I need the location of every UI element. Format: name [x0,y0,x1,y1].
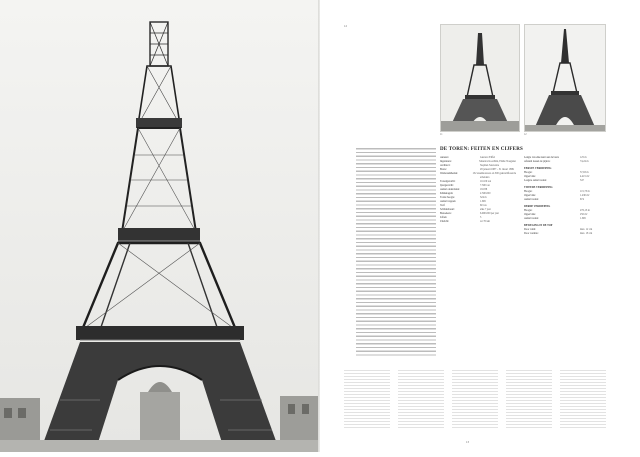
spec-label: Hoogte: [524,209,533,212]
spec-label: Klinknagels: [440,192,454,195]
spec-value: 1.665 [580,217,586,220]
spec-value: 18.038 [480,188,488,191]
spec-label: Architect: [440,164,451,167]
spec-value: 347 [580,179,584,182]
spec-value: 132 steenhouwers en 300 gekwalificeerde [472,172,516,175]
spec-group-label: Lengte van elke kant aan de basis [524,156,559,159]
spec-value: 250 m² [580,213,588,216]
spec-value: tot 70 km [480,220,490,223]
spec-row [524,217,604,221]
spec-label: Bouw: [440,168,447,171]
spec-label: Aantal trappen: [440,200,457,203]
spec-value: elke 7 jaar [480,208,491,211]
spec-row [524,198,604,202]
spec-value: 60 ton [480,204,487,207]
spec-value: 74,24 m [580,160,589,163]
spec-value: 276,13 m [580,209,590,212]
spec-label: Werkzaamheden: [440,172,458,175]
spec-row [524,232,604,236]
spec-value: 324 m [480,196,487,199]
spec-label: Oppervlak: [524,175,536,178]
spec-group-heading: EERSTE VERDIEPING [524,167,552,170]
thumbnail-tower-1 [440,24,520,132]
spec-table-left [440,156,516,224]
spec-label: Oppervlak: [524,194,536,197]
spec-value: 7.300 ton [480,184,490,187]
spec-value: 1.430 m² [580,194,590,197]
spec-value: Gustave Eiffel [480,156,496,159]
footnote-column-2 [398,368,444,430]
eiffel-tower-photo [0,0,320,452]
spec-group-heading: DERDE VERDIEPING [524,205,551,208]
section-heading: DE TOREN: FEITEN EN CIJFERS [440,147,524,152]
spec-value: max. 18 cm [580,232,593,235]
spec-value: 115,73 m [580,190,590,193]
spec-row [440,220,516,224]
spec-label: Auteurs: [440,156,449,159]
spec-value: 10.100 ton [480,180,492,183]
left-page-photo [0,0,320,452]
spec-label: Door wind: [524,228,536,231]
spec-value: 28 januari 1887 – 31 maart 1889 [480,168,514,171]
spec-label: Liften: [440,216,448,219]
spec-value: 125 m [580,156,587,159]
spec-value: 57,63 m [580,171,589,174]
spec-value: 1.665 [480,200,486,203]
spec-label: Door warmte: [524,232,539,235]
footnote-column-1 [344,368,390,430]
spec-label: Uitzicht: [440,220,450,223]
footnote-column-5 [560,368,606,430]
spec-value: arbeiders [480,176,490,179]
spec-row [524,179,604,183]
folio-top: 12 [344,24,347,28]
thumbnail-tower-2 [524,24,606,132]
thumbnail-caption-2: 12 [524,133,527,136]
spec-value: Maurice Koechlin, Emile Nouguier [479,160,516,163]
spec-label: Ingenieurs: [440,160,452,163]
spec-label: Hoogte: [524,171,533,174]
footnote-column-3 [452,368,498,430]
tower-thumbnail-image [441,25,519,131]
spec-value: 5 [480,216,482,219]
spec-label: Aantal treden: [524,198,539,201]
spec-value: 674 [580,198,584,201]
spec-label: Ijzergewicht: [440,184,454,187]
spec-table-right [524,156,604,236]
tower-thumbnail-image [525,25,605,131]
spec-label: Laagste aantal treden: [524,179,547,182]
spec-label: Bezoekers: [440,212,452,215]
footnote-column-4 [506,368,552,430]
spec-value: 2.500.000 [480,192,491,195]
spec-value: max. 12 cm [580,228,593,231]
spec-value: 6.900.000 per jaar [480,212,499,215]
folio-bottom: 13 [466,440,469,444]
spec-label: Oppervlak: [524,213,536,216]
spec-row [524,160,604,164]
spec-label: Hoogte: [524,190,533,193]
spec-value: Stephen Sauvestre [480,164,500,167]
spec-group-heading: TWEEDE VERDIEPING [524,186,553,189]
spec-label: Verf: [440,204,446,207]
spec-label: Aantal treden: [524,217,539,220]
spec-label: Schilderbeurt: [440,208,455,211]
thumbnail-caption-1: 11 [440,133,443,136]
spec-group-heading: BEWEGING IN DE TOP [524,224,553,227]
body-text-column [356,146,436,356]
spec-label: Totaalgewicht: [440,180,456,183]
spec-label: Aantal onderdelen: [440,188,460,191]
spec-label: Totale hoogte: [440,196,455,199]
spec-value: 4.415 m² [580,175,590,178]
spec-label: Afstand tussen de pijlers: [524,160,551,163]
